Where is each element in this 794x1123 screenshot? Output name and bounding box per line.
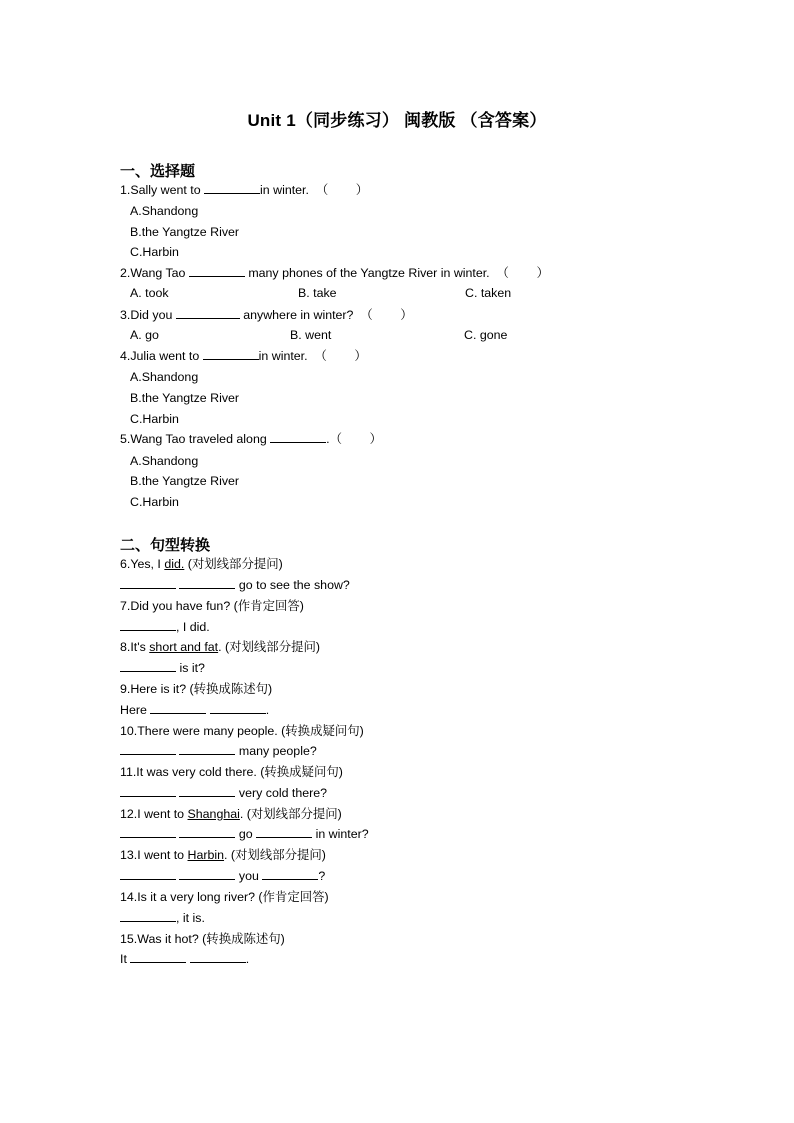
answer-line-9: [120, 702, 269, 718]
answer-12-mid: go: [235, 827, 257, 841]
question-3: [120, 307, 413, 323]
question-13-underlined: Harbin: [187, 848, 225, 862]
question-2-option-c: C. taken: [465, 286, 512, 300]
question-12-underlined: Shanghai: [187, 807, 240, 821]
question-5-text-after: .（ ）: [326, 432, 382, 446]
answer-blank[interactable]: [120, 868, 176, 880]
answer-blank[interactable]: [120, 619, 176, 631]
question-14: 14.Is it a very long river? (作肯定回答): [120, 890, 329, 904]
page-title: Unit 1（同步练习） 闽教版 （含答案）: [247, 111, 547, 130]
question-13-text-before: 13.I went to: [120, 848, 188, 862]
question-12: [120, 806, 342, 822]
answer-blank[interactable]: [179, 868, 235, 880]
answer-blank[interactable]: [179, 785, 235, 797]
question-15: 15.Was it hot? (转换成陈述句): [120, 932, 285, 946]
question-13-text-after: . (对划线部分提问): [224, 848, 326, 862]
question-6-text-after: (对划线部分提问): [184, 557, 283, 571]
question-5-option-c: C.Harbin: [130, 495, 179, 509]
question-5: [120, 431, 382, 447]
answer-line-6: [120, 577, 350, 593]
answer-blank[interactable]: [256, 826, 312, 838]
answer-7-text: , I did.: [176, 620, 210, 634]
answer-blank[interactable]: [179, 826, 235, 838]
question-5-text-before: 5.Wang Tao traveled along: [120, 432, 271, 446]
question-2-option-b: B. take: [298, 286, 337, 300]
section-heading-transform: 二、句型转换: [120, 537, 211, 554]
question-5-option-b: B.the Yangtze River: [130, 474, 240, 488]
question-11: 11.It was very cold there. (转换成疑问句): [120, 765, 343, 779]
answer-line-15: [120, 951, 249, 967]
answer-blank[interactable]: [262, 868, 318, 880]
answer-blank[interactable]: [130, 951, 186, 963]
question-2-text-after: many phones of the Yangtze River in winter. （ ）: [244, 266, 549, 280]
answer-blank[interactable]: [190, 951, 246, 963]
section-heading-choice: 一、选择题: [120, 163, 196, 180]
answer-blank[interactable]: [204, 182, 260, 194]
question-3-option-a: A. go: [130, 328, 159, 342]
question-12-text-before: 12.I went to: [120, 807, 188, 821]
question-13: [120, 847, 326, 863]
answer-blank[interactable]: [270, 431, 326, 443]
question-5-option-a: A.Shandong: [130, 454, 199, 468]
question-2-text-before: 2.Wang Tao: [120, 266, 189, 280]
answer-blank[interactable]: [120, 826, 176, 838]
answer-blank[interactable]: [120, 785, 176, 797]
question-4-option-b: B.the Yangtze River: [130, 391, 240, 405]
answer-blank[interactable]: [150, 702, 206, 714]
question-1-option-a: A.Shandong: [130, 204, 199, 218]
question-9: 9.Here is it? (转换成陈述句): [120, 682, 273, 696]
answer-8-text: is it?: [176, 661, 205, 675]
question-1-option-c: C.Harbin: [130, 245, 179, 259]
answer-10-text: many people?: [235, 744, 317, 758]
question-6-text-before: 6.Yes, I: [120, 557, 165, 571]
question-3-text-before: 3.Did you: [120, 308, 176, 322]
answer-blank[interactable]: [120, 660, 176, 672]
question-4-text-after: in winter. （ ）: [258, 349, 367, 363]
question-4-text-before: 4.Julia went to: [120, 349, 203, 363]
answer-15-end: .: [245, 952, 250, 966]
question-3-option-b: B. went: [290, 328, 332, 342]
answer-blank[interactable]: [189, 265, 245, 277]
question-4-option-c: C.Harbin: [130, 412, 179, 426]
question-2-option-a: A. took: [130, 286, 169, 300]
question-4: [120, 348, 367, 364]
answer-6-text: go to see the show?: [235, 578, 350, 592]
question-10: 10.There were many people. (转换成疑问句): [120, 724, 364, 738]
answer-blank[interactable]: [203, 348, 259, 360]
answer-blank[interactable]: [120, 743, 176, 755]
question-8-text-after: . (对划线部分提问): [218, 640, 320, 654]
question-8-text-before: 8.It's: [120, 640, 150, 654]
question-8: [120, 639, 320, 655]
question-3-text-after: anywhere in winter? （ ）: [239, 308, 413, 322]
question-4-option-a: A.Shandong: [130, 370, 199, 384]
answer-9-start: Here: [120, 703, 151, 717]
answer-line-13: [120, 868, 325, 884]
answer-line-8: [120, 660, 205, 676]
question-7: 7.Did you have fun? (作肯定回答): [120, 599, 304, 613]
question-3-option-c: C. gone: [464, 328, 508, 342]
question-12-text-after: . (对划线部分提问): [239, 807, 342, 821]
question-6: [120, 556, 283, 572]
answer-9-end: .: [265, 703, 270, 717]
question-8-underlined: short and fat: [149, 640, 219, 654]
question-1-text-after: in winter. （ ）: [260, 183, 369, 197]
question-6-underlined: did.: [164, 557, 185, 571]
answer-11-text: very cold there?: [235, 786, 328, 800]
question-1: [120, 182, 368, 198]
question-1-text-before: 1.Sally went to: [120, 183, 205, 197]
answer-blank[interactable]: [210, 702, 266, 714]
answer-line-14: [120, 910, 205, 926]
answer-15-start: It: [120, 952, 131, 966]
answer-line-7: [120, 619, 210, 635]
answer-12-text: in winter?: [312, 827, 369, 841]
answer-blank[interactable]: [176, 307, 240, 319]
answer-blank[interactable]: [179, 743, 235, 755]
answer-13-text: ?: [318, 869, 326, 883]
question-2: [120, 265, 549, 281]
answer-line-11: [120, 785, 327, 801]
answer-blank[interactable]: [120, 910, 176, 922]
answer-blank[interactable]: [179, 577, 235, 589]
answer-line-12: [120, 826, 369, 842]
answer-13-mid: you: [235, 869, 263, 883]
question-1-option-b: B.the Yangtze River: [130, 225, 240, 239]
answer-line-10: [120, 743, 317, 759]
answer-blank[interactable]: [120, 577, 176, 589]
answer-14-text: , it is.: [176, 911, 205, 925]
